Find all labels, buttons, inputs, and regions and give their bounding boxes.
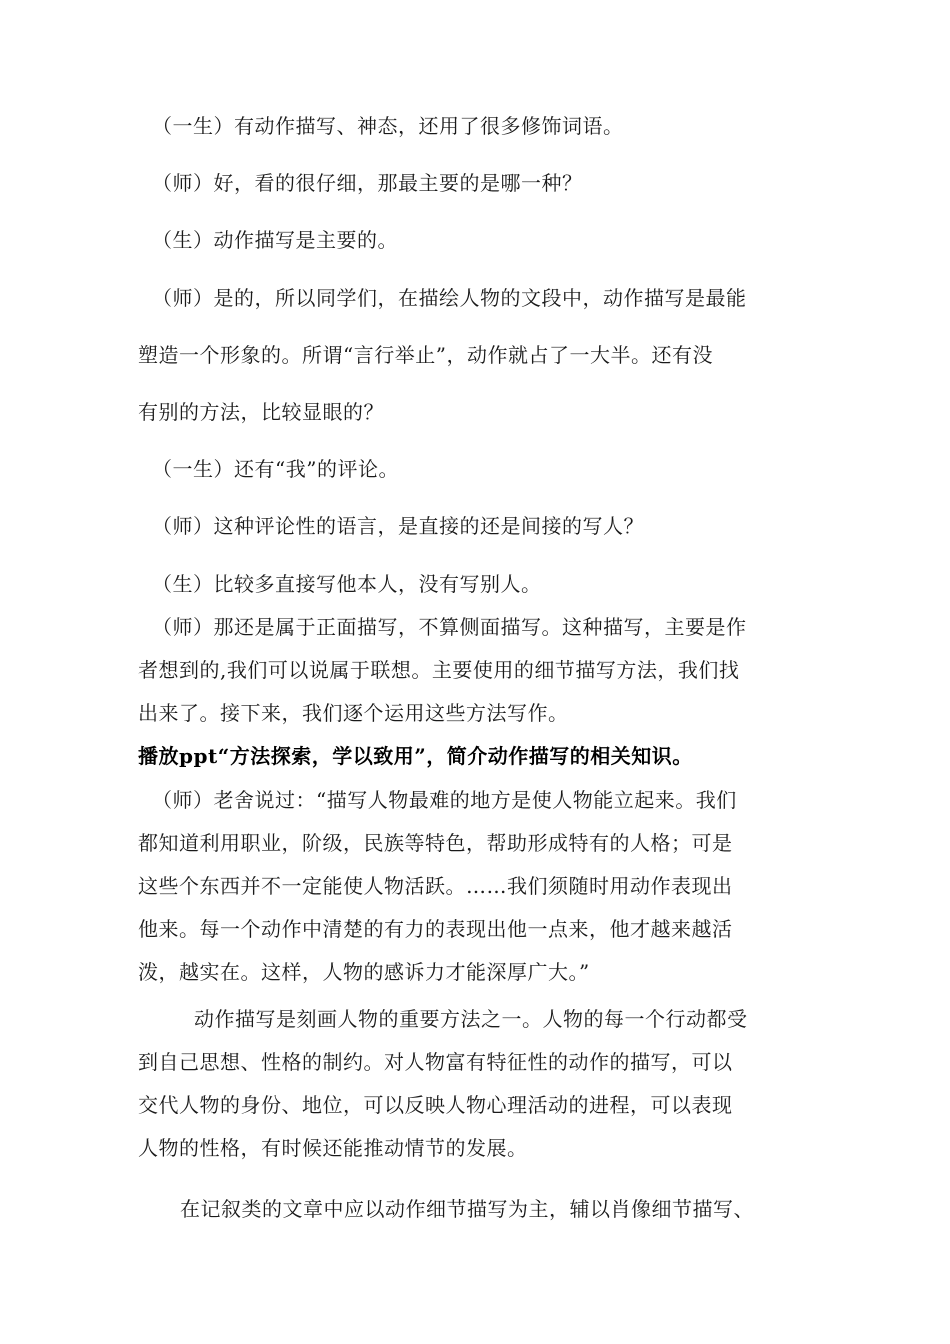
quote-line-2: 都知道利用职业，阶级，民族等特色，帮助形成特有的人格；可是 — [138, 831, 733, 855]
dialogue-line-teacher-4: （师）那还是属于正面描写，不算侧面描写。这种描写，主要是作 — [152, 615, 747, 639]
paragraph-narrative-line-1: 在记叙类的文章中应以动作细节描写为主，辅以肖像细节描写、 — [180, 1197, 754, 1221]
dialogue-line-student-3: （一生）还有“我”的评论。 — [152, 457, 399, 481]
dialogue-line-teacher-1: （师）好，看的很仔细，那最主要的是哪一种？ — [152, 171, 583, 195]
quote-line-5: 泼，越实在。这样，人物的感诉力才能深厚广大。” — [138, 960, 590, 984]
quote-line-1: （师）老舍说过：“描写人物最难的地方是使人物能立起来。我们 — [152, 788, 737, 812]
paragraph-action-line-3: 交代人物的身份、地位，可以反映人物心理活动的进程，可以表现 — [138, 1093, 733, 1117]
dialogue-line-teacher-2-end: 有别的方法，比较显眼的？ — [138, 400, 384, 424]
stage-direction-ppt: 播放ppt“方法探索，学以致用”，简介动作描写的相关知识。 — [138, 744, 693, 768]
paragraph-action-line-2: 到自己思想、性格的制约。对人物富有特征性的动作的描写，可以 — [138, 1050, 733, 1074]
dialogue-line-student-1: （一生）有动作描写、神态，还用了很多修饰词语。 — [152, 114, 624, 138]
dialogue-line-teacher-2-cont: 塑造一个形象的。所谓“言行举止”，动作就占了一大半。还有没 — [138, 343, 713, 367]
dialogue-line-teacher-3: （师）这种评论性的语言，是直接的还是间接的写人？ — [152, 514, 644, 538]
paragraph-action-line-4: 人物的性格，有时候还能推动情节的发展。 — [138, 1136, 528, 1160]
dialogue-line-student-4: （生）比较多直接写他本人，没有写别人。 — [152, 572, 542, 596]
dialogue-line-student-2: （生）动作描写是主要的。 — [152, 228, 398, 252]
dialogue-line-teacher-4-end: 出来了。接下来，我们逐个运用这些方法写作。 — [138, 701, 569, 725]
quote-line-4: 他来。每一个动作中清楚的有力的表现出他一点来，他才越来越活 — [138, 917, 733, 941]
dialogue-line-teacher-4-cont: 者想到的,我们可以说属于联想。主要使用的细节描写方法，我们找 — [138, 658, 740, 682]
quote-line-3: 这些个东西并不一定能使人物活跃。……我们须随时用动作表现出 — [138, 874, 733, 898]
dialogue-line-teacher-2: （师）是的，所以同学们，在描绘人物的文段中，动作描写是最能 — [152, 286, 747, 310]
paragraph-action-line-1: 动作描写是刻画人物的重要方法之一。人物的每一个行动都受 — [194, 1007, 748, 1031]
